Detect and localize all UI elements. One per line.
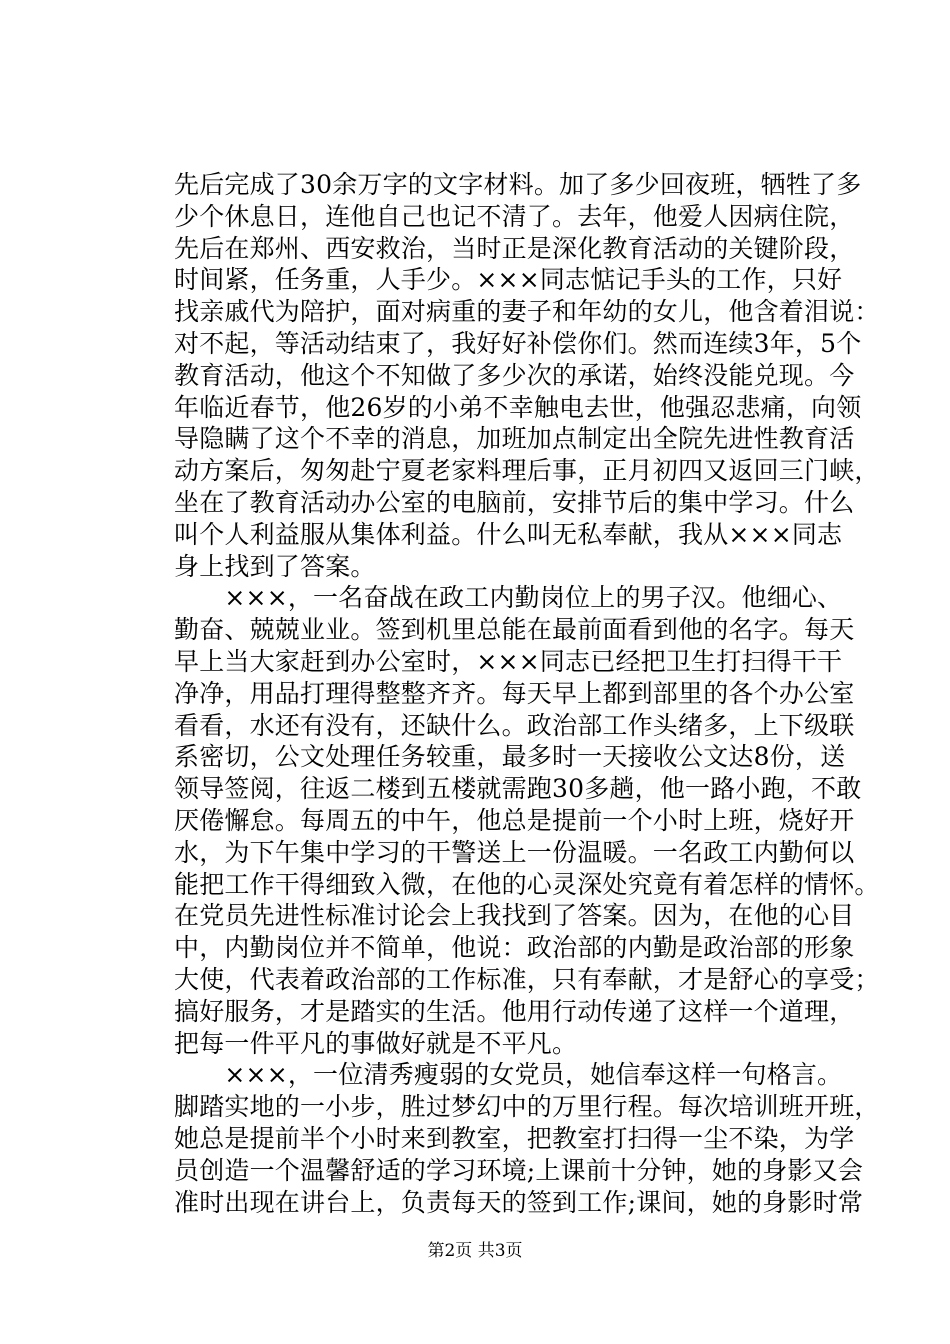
- text-line: 脚踏实地的一小步，胜过梦幻中的万里行程。每次培训班开班，: [174, 1092, 880, 1122]
- text-line: 先后完成了30余万字的文字材料。加了多少回夜班，牺牲了多: [174, 170, 862, 199]
- text-line: 准时出现在讲台上，负责每天的签到工作;课间，她的身影时常: [174, 1187, 864, 1217]
- text-line: 搞好服务，才是踏实的生活。他用行动传递了这样一个道理，: [174, 996, 855, 1026]
- body-text: [174, 169, 880, 1218]
- text-line: 身上找到了答案。: [174, 551, 376, 581]
- text-line: 坐在了教育活动办公室的电脑前，安排节后的集中学习。什么: [174, 487, 855, 517]
- text-line: 把每一件平凡的事做好就是不平凡。: [174, 1028, 578, 1058]
- text-line: 找亲戚代为陪护，面对病重的妻子和年幼的女儿，他含着泪说：: [174, 297, 880, 327]
- text-line: 中，内勤岗位并不简单，他说：政治部的内勤是政治部的形象: [174, 933, 855, 963]
- text-line: 对不起，等活动结束了，我好好补偿你们。然而连续3年，5个: [174, 328, 862, 358]
- text-line: 水，为下午集中学习的干警送上一份温暖。一名政工内勤何以: [174, 837, 855, 867]
- text-line: ×××，一位清秀瘦弱的女党员，她信奉这样一句格言。: [174, 1060, 843, 1090]
- text-line: 看看，水还有没有，还缺什么。政治部工作头绪多，上下级联: [174, 710, 855, 740]
- text-line: 早上当大家赶到办公室时，×××同志已经把卫生打扫得干干: [174, 646, 843, 676]
- text-line: 叫个人利益服从集体利益。什么叫无私奉献，我从×××同志: [174, 519, 843, 549]
- text-line: 净净，用品打理得整整齐齐。每天早上都到部里的各个办公室: [174, 678, 855, 708]
- text-line: 厌倦懈怠。每周五的中午，他总是提前一个小时上班，烧好开: [174, 805, 855, 835]
- text-line: 员创造一个温馨舒适的学习环境;上课前十分钟，她的身影又会: [174, 1155, 864, 1185]
- text-line: 勤奋、兢兢业业。签到机里总能在最前面看到他的名字。每天: [174, 615, 855, 645]
- text-line: 在党员先进性标准讨论会上我找到了答案。因为，在他的心目: [174, 901, 855, 931]
- text-line: 领导签阅，往返二楼到五楼就需跑30多趟，他一路小跑，不敢: [174, 774, 862, 804]
- text-line: 年临近春节，他26岁的小弟不幸触电去世，他强忍悲痛，向领: [174, 392, 862, 422]
- page-footer: 第2页 共3页: [427, 1241, 523, 1261]
- text-line: 能把工作干得细致入微，在他的心灵深处究竟有着怎样的情怀。: [174, 869, 880, 899]
- text-line: 大使，代表着政治部的工作标准，只有奉献，才是舒心的享受；: [174, 964, 880, 994]
- text-line: 时间紧，任务重，人手少。×××同志惦记手头的工作，只好: [174, 265, 843, 295]
- text-line: 少个休息日，连他自己也记不清了。去年，他爱人因病住院，: [174, 201, 855, 231]
- text-line: 动方案后，匆匆赴宁夏老家料理后事，正月初四又返回三门峡，: [174, 456, 880, 486]
- text-line: 系密切，公文处理任务较重，最多时一天接收公文达8份，送: [174, 742, 846, 772]
- text-line: 先后在郑州、西安救治，当时正是深化教育活动的关键阶段，: [174, 233, 855, 263]
- text-line: ×××，一名奋战在政工内勤岗位上的男子汉。他细心、: [174, 583, 843, 613]
- text-line: 教育活动，他这个不知做了多少次的承诺，始终没能兑现。今: [174, 360, 855, 390]
- text-line: 她总是提前半个小时来到教室，把教室打扫得一尘不染，为学: [174, 1123, 855, 1153]
- text-line: 导隐瞒了这个不幸的消息，加班加点制定出全院先进性教育活: [174, 424, 855, 454]
